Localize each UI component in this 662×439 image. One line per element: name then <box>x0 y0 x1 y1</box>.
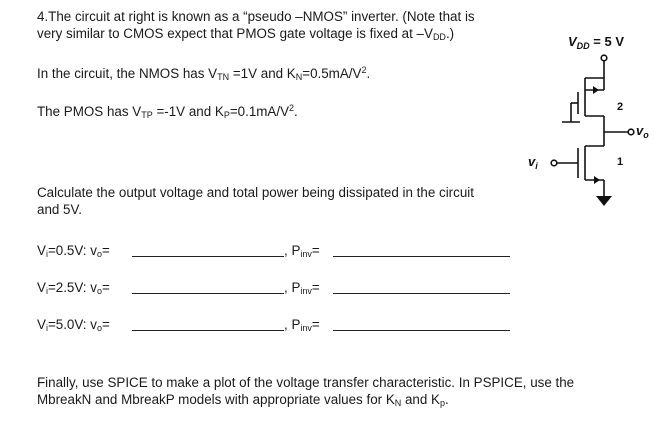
pmos-transistor <box>562 78 604 146</box>
power-label: , $P_{inv}=$ <box>284 317 320 333</box>
spice-instruction-line-2: MbreakN and MbreakP models with appropriate values for $K_N$ and $K_p$. <box>37 392 449 408</box>
input-voltage-label: $V_i=0.5V$: $v_o=$ <box>37 243 110 259</box>
pmos-parameters: The PMOS has $V_{TP} =-1V$ and $K_P=0.1mA/V^2$. <box>37 103 298 120</box>
calculate-instruction-line-1: Calculate the output voltage and total power being dissipated in the circuit <box>37 185 474 200</box>
spice-instruction-line-1: Finally, use SPICE to make a plot of the voltage transfer characteristic. In PSPICE, use the <box>37 375 575 390</box>
problem-intro-line-2: very similar to CMOS expect that PMOS gate voltage is fixed at $-V_{DD}$.) <box>37 26 455 42</box>
output-terminal <box>628 129 634 135</box>
power-label: , $P_{inv}=$ <box>284 243 320 259</box>
ground-icon <box>596 196 612 206</box>
power-label: , $P_{inv}=$ <box>284 280 320 296</box>
problem-intro-line-1: 4.The circuit at right is known as a “pseudo –NMOS” inverter. (Note that is <box>37 9 475 24</box>
nmos-transistor <box>578 146 604 196</box>
pmos-source-arrow <box>593 86 599 94</box>
pmos-label: 2 <box>617 101 624 113</box>
vo-label: $v_o$ <box>636 123 649 140</box>
nmos-parameters: In the circuit, the NMOS has $V_{TN} =1V$ and $K_N=0.5mA/V^2$. <box>37 65 371 82</box>
vdd-terminal <box>601 55 607 61</box>
input-voltage-label: $V_i=2.5V$: $v_o=$ <box>37 280 110 296</box>
calculate-instruction-line-2: and 5V. <box>37 202 82 217</box>
vi-label: $v_i$ <box>528 154 538 171</box>
nmos-source-arrow <box>594 176 600 184</box>
input-terminal <box>551 160 557 166</box>
nmos-label: 1 <box>617 156 624 168</box>
input-voltage-label: $V_i=5.0V$: $v_o=$ <box>37 317 110 333</box>
vdd-label: $V_{DD} = 5$ V <box>568 34 624 51</box>
